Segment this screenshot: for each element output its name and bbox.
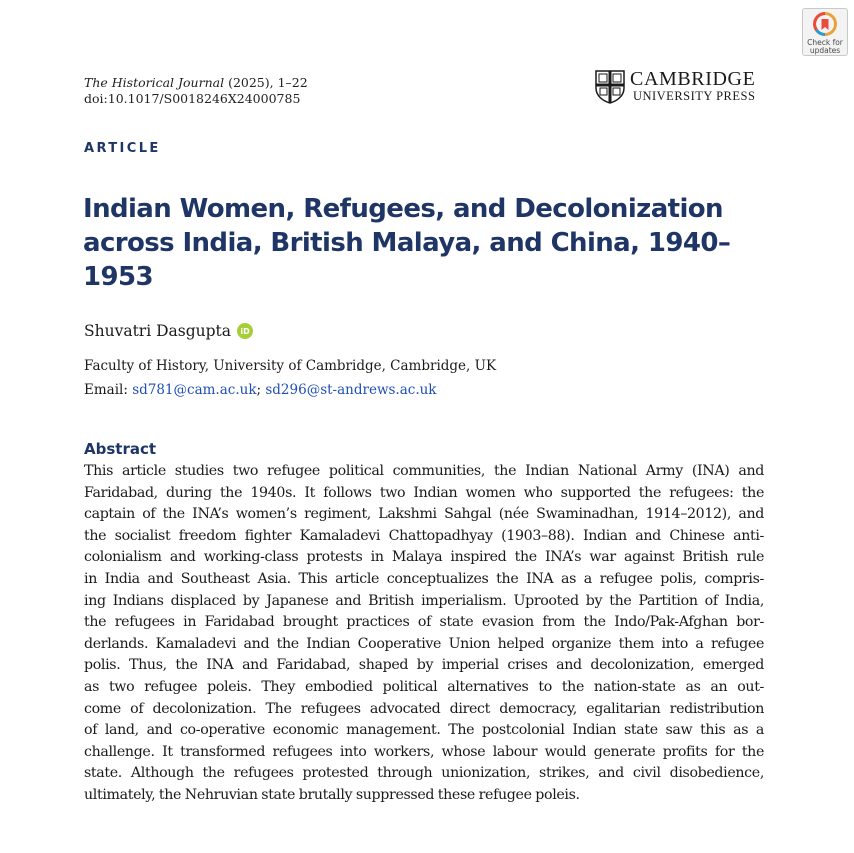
publisher-name: CAMBRIDGE [630,68,756,90]
author-name: Shuvatri Dasgupta [84,322,232,340]
abstract-line: polis. Thus, the INA and Faridabad, shaped by imperial crises and decolonization, emerged [84,657,764,674]
abstract-line: of land, and co-operative economic management. The postcolonial Indian state saw this as a [84,722,764,739]
doi: doi:10.1017/S0018246X24000785 [84,91,301,106]
abstract-line: in India and Southeast Asia. This article conceptualizes the INA as a refugee polis, compris- [84,570,764,587]
email-line [84,382,437,398]
abstract-line: ing Indians displaced by Japanese and British imperialism. Uprooted by the Partition of India, [84,592,764,609]
abstract-line: colonialism and working-class protests in Malaya inspired the INA’s war against British rule [84,549,764,566]
check-updates-label: Check for updates [807,38,843,55]
abstract-line: captain of the INA’s women’s regiment, Lakshmi Sahgal (née Swaminadhan, 1914–2012), and [84,506,764,523]
abstract-line: the socialist freedom fighter Kamaladevi Chattopadhyay (1903–88). Indian and Chinese anti- [84,527,764,544]
article-type: ARTICLE [84,141,161,156]
orcid-icon[interactable]: iD [237,323,253,339]
abstract-line: ultimately, the Nehruvian state brutally suppressed these refugee poleis. [84,786,580,803]
publisher-sub: UNIVERSITY PRESS [632,89,756,103]
email-label: Email: [84,382,133,398]
journal-year-pages: (2025), 1–22 [224,75,308,90]
abstract-line: state. Although the refugees protested through unionization, strikes, and civil disobedience, [84,765,764,782]
cambridge-shield-icon [595,70,625,104]
abstract-line: as two refugee poleis. They embodied political alternatives to the nation-state as an out- [84,678,764,695]
email-link-st-andrews[interactable]: sd296@st-andrews.ac.uk [265,382,437,398]
email-link-cam[interactable]: sd781@cam.ac.uk [132,382,257,398]
abstract-line: Faridabad, during the 1940s. It follows two Indian women who supported the refugees: the [84,484,764,501]
abstract-heading: Abstract [84,440,157,458]
abstract-line: the refugees in Faridabad brought practices of state evasion from the Indo/Pak-Afghan bor- [84,614,764,631]
email-separator: ; [256,382,266,398]
abstract-line: This article studies two refugee political communities, the Indian National Army (INA) and [84,463,764,479]
check-for-updates-button[interactable] [802,8,848,56]
article-title: Indian Women, Refugees, and Decolonization across India, British Malaya, and China, 1940–1953 [83,194,731,292]
abstract-line: derlands. Kamaladevi and the Indian Cooperative Union helped organize them into a refugee [84,635,764,652]
cambridge-university-press-logo [595,70,755,104]
journal-citation [84,75,308,107]
affiliation: Faculty of History, University of Cambridge, Cambridge, UK [84,358,497,374]
journal-name: The Historical Journal [84,75,225,90]
abstract-line: challenge. It transformed refugees into workers, whose labour would generate profits for the [84,743,764,760]
abstract-body [84,461,764,807]
author [84,322,253,340]
check-updates-icon [813,12,837,38]
abstract-line: come of decolonization. The refugees advocated direct democracy, egalitarian redistribution [84,700,764,717]
